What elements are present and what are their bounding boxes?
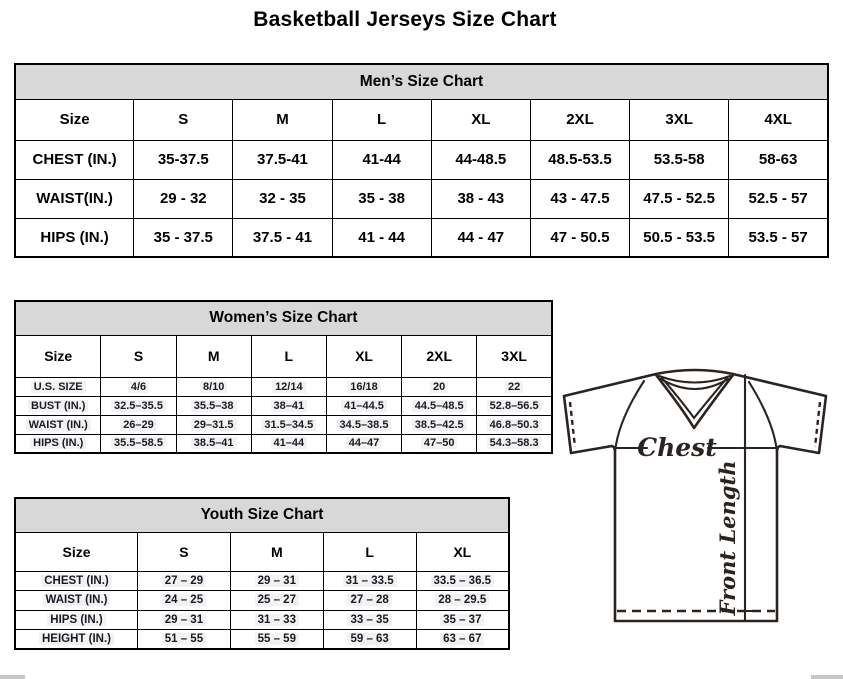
table-row xyxy=(15,571,509,591)
column-header: 3XL xyxy=(630,99,729,140)
column-header: XL xyxy=(416,532,509,571)
row-label: WAIST (IN.) xyxy=(15,415,101,434)
size-value-cell: 35-37.5 xyxy=(134,140,233,179)
jersey-outline xyxy=(564,370,826,621)
womens-size-table xyxy=(14,300,553,454)
table-row xyxy=(15,140,828,179)
collar-band-curve-1 xyxy=(659,376,730,383)
table-row xyxy=(15,377,552,396)
size-value-cell: 54.3–58.3 xyxy=(477,434,552,453)
size-value-cell: 63 – 67 xyxy=(416,630,509,650)
size-value-cell: 48.5-53.5 xyxy=(530,140,629,179)
table-row xyxy=(15,396,552,415)
size-value-cell: 22 xyxy=(477,377,552,396)
size-value-cell: 44.5–48.5 xyxy=(402,396,477,415)
chest-label: Chest xyxy=(637,433,717,462)
column-header: 4XL xyxy=(729,99,828,140)
chart-header-row xyxy=(15,532,509,571)
size-value-cell: 26–29 xyxy=(101,415,176,434)
table-row xyxy=(15,434,552,453)
size-value-cell: 29 – 31 xyxy=(230,571,323,591)
size-value-cell: 53.5 - 57 xyxy=(729,218,828,257)
table-row xyxy=(15,591,509,611)
size-value-cell: 59 – 63 xyxy=(323,630,416,650)
sleeve-cuff-dash-left xyxy=(570,402,575,447)
size-value-cell: 27 – 28 xyxy=(323,591,416,611)
column-header: S xyxy=(134,99,233,140)
size-value-cell: 55 – 59 xyxy=(230,630,323,650)
size-value-cell: 35.5–38 xyxy=(176,396,251,415)
table-row xyxy=(15,610,509,630)
size-value-cell: 35.5–58.5 xyxy=(101,434,176,453)
column-header: 2XL xyxy=(402,335,477,377)
mens-size-table xyxy=(14,63,829,258)
size-value-cell: 43 - 47.5 xyxy=(530,179,629,218)
size-value-cell: 37.5 - 41 xyxy=(233,218,332,257)
size-value-cell: 38 - 43 xyxy=(431,179,530,218)
size-value-cell: 29–31.5 xyxy=(176,415,251,434)
size-value-cell: 47.5 - 52.5 xyxy=(630,179,729,218)
column-header: S xyxy=(138,532,231,571)
size-value-cell: 20 xyxy=(402,377,477,396)
column-header: 3XL xyxy=(477,335,552,377)
chart-header-row xyxy=(15,335,552,377)
chart-header-row xyxy=(15,99,828,140)
size-value-cell: 29 - 32 xyxy=(134,179,233,218)
size-value-cell: 12/14 xyxy=(251,377,326,396)
size-value-cell: 31.5–34.5 xyxy=(251,415,326,434)
size-value-cell: 47–50 xyxy=(402,434,477,453)
size-value-cell: 29 – 31 xyxy=(138,610,231,630)
size-value-cell: 46.8–50.3 xyxy=(477,415,552,434)
column-header: M xyxy=(230,532,323,571)
mens-size-chart xyxy=(14,63,829,258)
youth-size-chart xyxy=(14,497,510,650)
column-header: Size xyxy=(15,532,138,571)
sleeve-cuff-dash-right xyxy=(815,402,820,447)
table-row xyxy=(15,218,828,257)
size-value-cell: 38–41 xyxy=(251,396,326,415)
size-value-cell: 58-63 xyxy=(729,140,828,179)
column-header: Size xyxy=(15,99,134,140)
column-header: M xyxy=(176,335,251,377)
row-label: WAIST(IN.) xyxy=(15,179,134,218)
size-value-cell: 35 - 38 xyxy=(332,179,431,218)
size-value-cell: 38.5–41 xyxy=(176,434,251,453)
size-value-cell: 25 – 27 xyxy=(230,591,323,611)
column-header: M xyxy=(233,99,332,140)
scrollbar-remnant-right xyxy=(811,675,843,679)
size-value-cell: 37.5-41 xyxy=(233,140,332,179)
size-value-cell: 35 - 37.5 xyxy=(134,218,233,257)
size-value-cell: 44-48.5 xyxy=(431,140,530,179)
size-value-cell: 34.5–38.5 xyxy=(326,415,401,434)
youth-size-table xyxy=(14,497,510,650)
size-value-cell: 50.5 - 53.5 xyxy=(630,218,729,257)
size-value-cell: 44 - 47 xyxy=(431,218,530,257)
chart-title-row xyxy=(15,301,552,335)
front-length-label: Front Length xyxy=(715,460,740,616)
size-value-cell: 24 – 25 xyxy=(138,591,231,611)
row-label: HIPS (IN.) xyxy=(15,218,134,257)
table-row xyxy=(15,630,509,650)
size-value-cell: 47 - 50.5 xyxy=(530,218,629,257)
chart-title: Women’s Size Chart xyxy=(15,301,552,335)
table-row xyxy=(15,415,552,434)
row-label: HEIGHT (IN.) xyxy=(15,630,138,650)
jersey-measurement-diagram xyxy=(558,366,832,628)
chart-title-row xyxy=(15,498,509,532)
column-header: S xyxy=(101,335,176,377)
size-value-cell: 41–44 xyxy=(251,434,326,453)
size-value-cell: 38.5–42.5 xyxy=(402,415,477,434)
womens-size-chart xyxy=(14,300,553,454)
size-value-cell: 51 – 55 xyxy=(138,630,231,650)
size-value-cell: 53.5-58 xyxy=(630,140,729,179)
size-value-cell: 4/6 xyxy=(101,377,176,396)
row-label: HIPS (IN.) xyxy=(15,434,101,453)
size-value-cell: 44–47 xyxy=(326,434,401,453)
size-value-cell: 52.8–56.5 xyxy=(477,396,552,415)
size-value-cell: 31 – 33.5 xyxy=(323,571,416,591)
column-header: L xyxy=(323,532,416,571)
size-value-cell: 28 – 29.5 xyxy=(416,591,509,611)
size-value-cell: 41-44 xyxy=(332,140,431,179)
size-value-cell: 41–44.5 xyxy=(326,396,401,415)
chart-title-row xyxy=(15,64,828,99)
column-header: 2XL xyxy=(530,99,629,140)
size-value-cell: 52.5 - 57 xyxy=(729,179,828,218)
scrollbar-remnant-left xyxy=(0,675,25,679)
row-label: CHEST (IN.) xyxy=(15,140,134,179)
chart-title: Men’s Size Chart xyxy=(15,64,828,99)
size-value-cell: 32 - 35 xyxy=(233,179,332,218)
size-value-cell: 27 – 29 xyxy=(138,571,231,591)
column-header: XL xyxy=(431,99,530,140)
row-label: HIPS (IN.) xyxy=(15,610,138,630)
size-value-cell: 33.5 – 36.5 xyxy=(416,571,509,591)
column-header: L xyxy=(251,335,326,377)
size-value-cell: 41 - 44 xyxy=(332,218,431,257)
column-header: Size xyxy=(15,335,101,377)
page-title: Basketball Jerseys Size Chart xyxy=(253,8,557,31)
size-value-cell: 8/10 xyxy=(176,377,251,396)
table-row xyxy=(15,179,828,218)
size-value-cell: 33 – 35 xyxy=(323,610,416,630)
row-label: U.S. SIZE xyxy=(15,377,101,396)
size-value-cell: 32.5–35.5 xyxy=(101,396,176,415)
row-label: BUST (IN.) xyxy=(15,396,101,415)
armhole-seam-right xyxy=(749,382,777,452)
size-value-cell: 35 – 37 xyxy=(416,610,509,630)
size-value-cell: 16/18 xyxy=(326,377,401,396)
row-label: WAIST (IN.) xyxy=(15,591,138,611)
chart-title: Youth Size Chart xyxy=(15,498,509,532)
column-header: L xyxy=(332,99,431,140)
column-header: XL xyxy=(326,335,401,377)
size-value-cell: 31 – 33 xyxy=(230,610,323,630)
row-label: CHEST (IN.) xyxy=(15,571,138,591)
